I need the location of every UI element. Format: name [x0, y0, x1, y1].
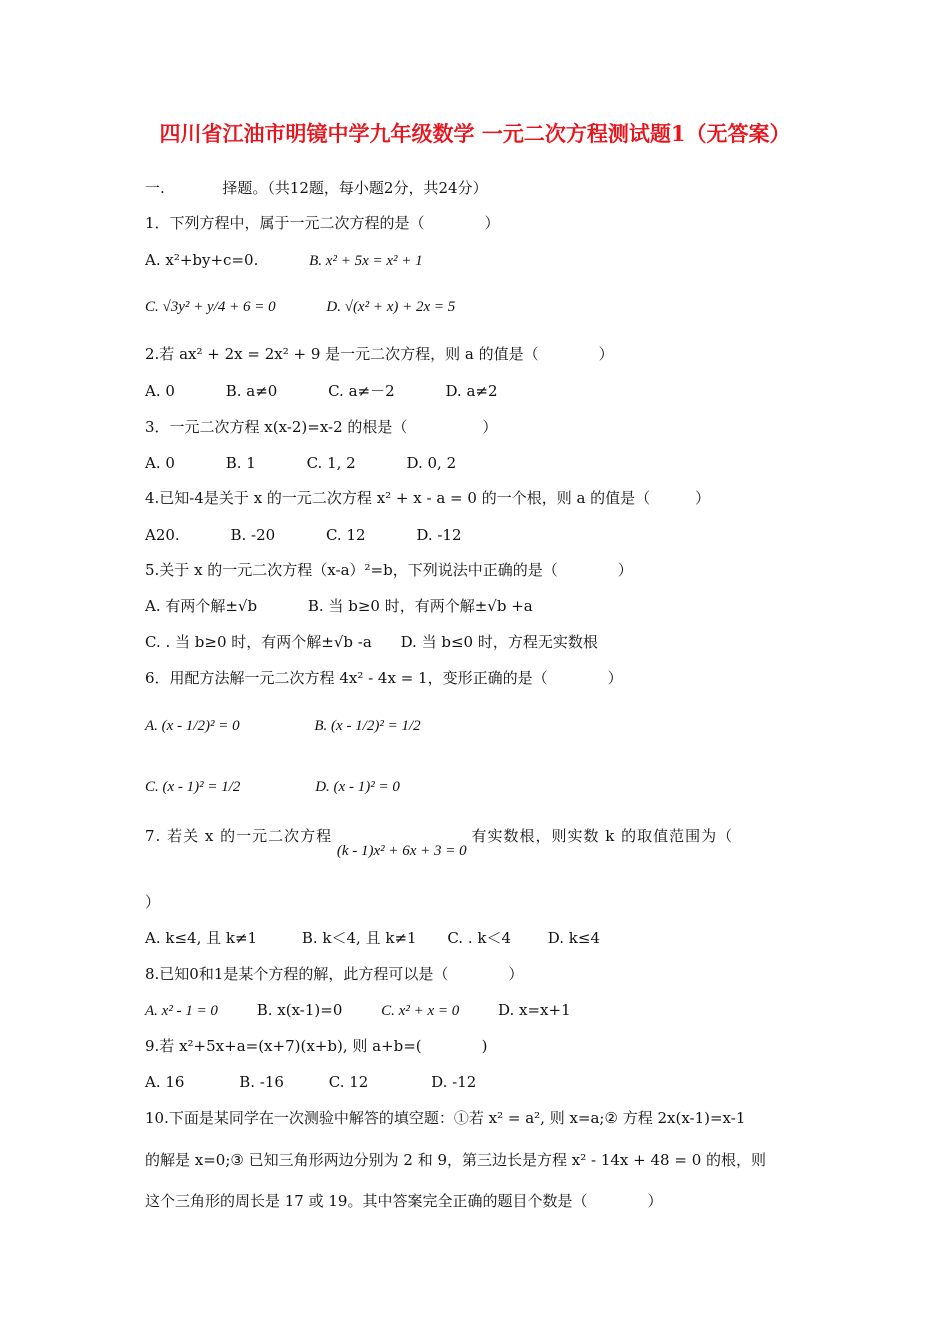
question-5-stem: 5.关于 x 的一元二次方程（x-a）²=b，下列说法中正确的是（ ） [145, 561, 633, 579]
q5-option-d: D. 当 b≤0 时，方程无实数根 [400, 633, 598, 651]
question-4-options [145, 525, 508, 545]
q7-stem-end: 有实数根，则实数 k 的取值范围为（ [471, 827, 734, 845]
q3-option-a: A. 0 [145, 454, 175, 472]
question-10-line-1: 10.下面是某同学在一次测验中解答的填空题：①若 x² = a², 则 x=a;② 方程 2x(x-1)=x-1 [145, 1109, 746, 1127]
q8-option-b: B. x(x-1)=0 [256, 1001, 343, 1019]
q6-option-c: C. (x - 1)² = 1/2 [145, 779, 241, 795]
q4-option-b: B. -20 [230, 526, 276, 544]
document-title: 四川省江油市明镜中学九年级数学 一元二次方程测试题1（无答案） [159, 121, 791, 146]
section-label: 择题。（共12题，每小题2分，共24分） [222, 179, 488, 197]
q5-option-b: B. 当 b≥0 时，有两个解±√b +a [307, 597, 533, 615]
q2-option-d: D. a≠2 [445, 382, 498, 400]
question-9-options [145, 1072, 522, 1092]
q2-option-a: A. 0 [145, 382, 175, 400]
q1-option-d: D. √(x² + x) + 2x = 5 [326, 299, 456, 315]
question-6-options-cd [145, 776, 446, 797]
q2-option-b: B. a≠0 [225, 382, 278, 400]
question-2-stem: 2.若 ax² + 2x = 2x² + 9 是一元二次方程，则 a 的值是（ ） [145, 345, 614, 363]
q3-option-b: B. 1 [225, 454, 256, 472]
question-8-options [145, 1000, 617, 1021]
q1-option-b: B. x² + 5x = x² + 1 [309, 253, 423, 269]
question-3-stem: 3．一元二次方程 x(x-2)=x-2 的根是（ ） [145, 418, 498, 436]
q3-option-c: C. 1, 2 [306, 454, 356, 472]
q1-option-c: C. √3y² + y/4 + 6 = 0 [145, 299, 276, 315]
q8-option-a: A. x² - 1 = 0 [145, 1003, 218, 1019]
question-2-options [145, 381, 544, 401]
question-6-options-ab [145, 715, 467, 736]
question-4-stem: 4.已知-4是关于 x 的一元二次方程 x² + x - a = 0 的一个根，则 a 的值是（ ） [145, 489, 711, 507]
q6-option-b: B. (x - 1/2)² = 1/2 [314, 718, 421, 734]
q4-option-c: C. 12 [325, 526, 366, 544]
q9-option-b: B. -16 [239, 1073, 284, 1091]
question-6-stem: 6．用配方法解一元二次方程 4x² - 4x = 1，变形正确的是（ ） [145, 669, 623, 687]
q7-stem-start: 7. 若关 x 的一元二次方程 [145, 827, 333, 845]
q4-option-a: A20. [145, 526, 180, 544]
q6-option-d: D. (x - 1)² = 0 [315, 779, 400, 795]
q3-option-d: D. 0, 2 [406, 454, 457, 472]
question-3-options [145, 453, 502, 473]
question-5-options-ab [145, 596, 579, 616]
q6-option-a: A. (x - 1/2)² = 0 [145, 718, 240, 734]
question-10-line-3: 这个三角形的周长是 17 或 19。其中答案完全正确的题目个数是（ ） [145, 1192, 663, 1210]
q5-option-a: A. 有两个解±√b [145, 597, 258, 615]
q7-option-d: D. k≤4 [547, 929, 601, 947]
section-heading [145, 178, 488, 198]
q7-option-a: A. k≤4, 且 k≠1 [145, 929, 258, 947]
q4-option-d: D. -12 [416, 526, 462, 544]
q7-equation: (k - 1)x² + 6x + 3 = 0 [336, 843, 467, 859]
question-10-line-2: 的解是 x=0;③ 已知三角形两边分别为 2 和 9，第三边长是方程 x² - 14x + 48 = 0 的根，则 [145, 1151, 767, 1169]
q9-option-d: D. -12 [431, 1073, 477, 1091]
section-number: 一. [145, 179, 165, 197]
q7-option-c: C. . k＜4 [447, 929, 511, 947]
q5-option-c: C. . 当 b≥0 时，有两个解±√b -a [145, 633, 372, 651]
q7-option-b: B. k＜4, 且 k≠1 [301, 929, 417, 947]
q9-option-c: C. 12 [328, 1073, 369, 1091]
q9-option-a: A. 16 [145, 1073, 185, 1091]
question-7-options [145, 928, 646, 948]
q8-option-c: C. x² + x = 0 [381, 1003, 460, 1019]
q7-close-paren: ） [145, 893, 161, 911]
question-8-stem: 8.已知0和1是某个方程的解，此方程可以是（ ） [145, 965, 524, 983]
question-5-options-cd [145, 632, 644, 652]
q2-option-c: C. a≠－2 [328, 382, 395, 400]
q8-option-d: D. x=x+1 [498, 1001, 571, 1019]
question-1-options-cd [145, 296, 501, 317]
question-7-stem [145, 826, 734, 859]
question-1-stem: 1．下列方程中，属于一元二次方程的是（ ） [145, 214, 500, 232]
question-9-stem: 9.若 x²+5x+a=(x+7)(x+b), 则 a+b=( ) [145, 1037, 488, 1055]
q1-option-a: A. x²+by+c=0. [145, 251, 259, 269]
question-1-options-ab [145, 250, 469, 271]
